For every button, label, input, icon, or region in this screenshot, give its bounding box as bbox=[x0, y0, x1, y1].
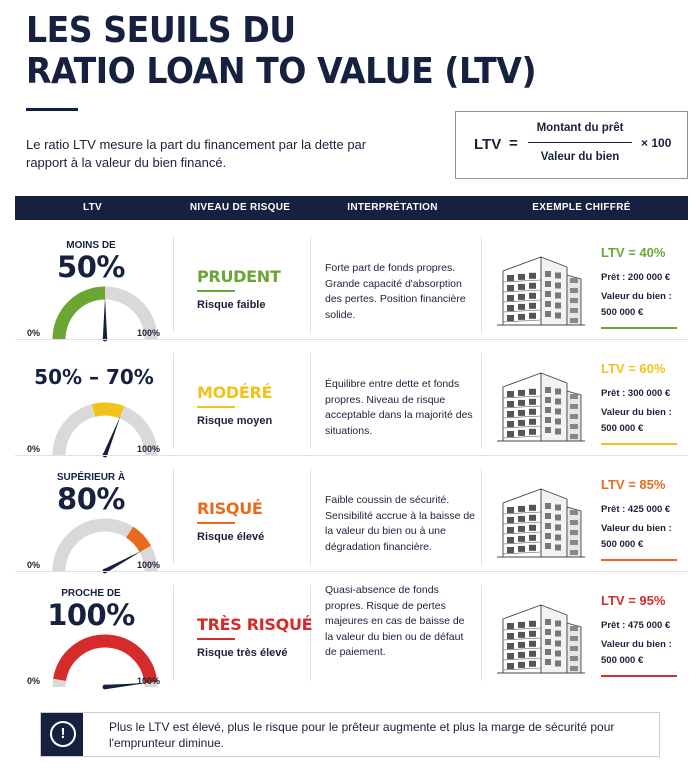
example-loan: Prêt : 425 000 € bbox=[601, 504, 671, 515]
example-value: 500 000 € bbox=[601, 655, 644, 666]
threshold-value: 100% bbox=[47, 598, 135, 632]
example-ltv: LTV = 40% bbox=[601, 245, 666, 260]
gauge-max-label: 100% bbox=[137, 444, 161, 454]
ltv-formula bbox=[455, 111, 688, 179]
formula-lhs: LTV bbox=[474, 136, 502, 153]
gauge-min-label: 0% bbox=[27, 328, 41, 338]
column-separator bbox=[481, 353, 482, 449]
gauge-min-label: 0% bbox=[27, 444, 41, 454]
table-row bbox=[15, 575, 688, 691]
example-loan: Prêt : 300 000 € bbox=[601, 388, 671, 399]
row-separator bbox=[15, 339, 688, 340]
example-ltv: LTV = 85% bbox=[601, 477, 666, 492]
risk-level-title: PRUDENT bbox=[197, 267, 281, 286]
gauge-max-label: 100% bbox=[137, 676, 161, 686]
threshold-value: 50% bbox=[57, 250, 125, 284]
interpretation-text: Forte part de fonds propres. Grande capacité d'absorption des pertes. Position financière solide. bbox=[325, 262, 466, 321]
column-separator bbox=[173, 237, 174, 333]
header-ltv: LTV bbox=[82, 202, 103, 213]
risk-level-underline bbox=[197, 406, 235, 408]
table-header bbox=[15, 196, 688, 220]
risk-level-underline bbox=[197, 638, 235, 640]
threshold-value: 80% bbox=[57, 482, 125, 516]
table-row bbox=[15, 459, 688, 575]
column-separator bbox=[173, 585, 174, 681]
formula-numerator: Montant du prêt bbox=[536, 122, 624, 134]
example-underline bbox=[601, 675, 677, 677]
header-interpretation: INTERPRÉTATION bbox=[347, 202, 438, 213]
example-value: 500 000 € bbox=[601, 423, 644, 434]
gauge-fill bbox=[94, 409, 122, 412]
note-icon-panel bbox=[41, 713, 83, 756]
threshold-caption: SUPÉRIEUR À bbox=[56, 472, 126, 483]
page-title-line-1: LES SEUILS DU bbox=[26, 10, 296, 51]
risk-level-subtitle: Risque faible bbox=[197, 299, 266, 311]
column-separator bbox=[310, 353, 311, 449]
example-value: 500 000 € bbox=[601, 307, 644, 318]
gauge-fill bbox=[59, 293, 105, 339]
gauge-fill bbox=[130, 532, 146, 549]
page-title-line-2: RATIO LOAN TO VALUE (LTV) bbox=[26, 51, 537, 92]
row-separator bbox=[15, 571, 688, 572]
column-separator bbox=[310, 469, 311, 565]
interpretation-text: Quasi-absence de fonds propres. Risque de pertes majeures en cas de baisse de la valeur du bien ou de défaut de paiement. bbox=[325, 584, 465, 658]
formula-fraction-bar bbox=[528, 142, 632, 143]
risk-level-underline bbox=[197, 522, 235, 524]
gauge-needle bbox=[103, 416, 121, 456]
formula-equals: = bbox=[509, 135, 518, 152]
risk-gauge bbox=[33, 633, 163, 701]
row-separator bbox=[15, 455, 688, 456]
column-separator bbox=[173, 353, 174, 449]
gauge-min-label: 0% bbox=[27, 676, 41, 686]
example-ltv: LTV = 60% bbox=[601, 361, 666, 376]
example-underline bbox=[601, 327, 677, 329]
building-icon bbox=[495, 481, 585, 561]
table-row bbox=[15, 343, 688, 459]
example-value: 500 000 € bbox=[601, 539, 644, 550]
title-underline bbox=[26, 108, 78, 111]
formula-denominator: Valeur du bien bbox=[540, 151, 620, 163]
risk-level-subtitle: Risque moyen bbox=[197, 415, 273, 427]
column-separator bbox=[310, 237, 311, 333]
risk-level-title: MODÉRÉ bbox=[197, 383, 273, 402]
risk-level-title: RISQUÉ bbox=[197, 499, 263, 518]
example-underline bbox=[601, 559, 677, 561]
building-icon bbox=[495, 249, 585, 329]
risk-level-subtitle: Risque élevé bbox=[197, 531, 265, 543]
example-ltv: LTV = 95% bbox=[601, 593, 666, 608]
threshold-caption: PROCHE DE bbox=[61, 588, 121, 599]
header-example: EXEMPLE CHIFFRÉ bbox=[532, 202, 631, 213]
interpretation-text: Faible coussin de sécurité. Sensibilité accrue à la baisse de la valeur du bien ou à une dégradation financière. bbox=[325, 494, 476, 553]
note-box bbox=[40, 712, 660, 757]
gauge-min-label: 0% bbox=[27, 560, 41, 570]
table-row bbox=[15, 227, 688, 343]
example-loan: Prêt : 200 000 € bbox=[601, 272, 671, 283]
exclamation-circle-icon: ! bbox=[50, 721, 76, 747]
risk-level-underline bbox=[197, 290, 235, 292]
building-icon bbox=[495, 365, 585, 445]
building-icon bbox=[495, 597, 585, 677]
header-risk-level: NIVEAU DE RISQUE bbox=[189, 202, 291, 213]
column-separator bbox=[481, 585, 482, 681]
example-underline bbox=[601, 443, 677, 445]
example-value-label: Valeur du bien : bbox=[601, 291, 672, 302]
threshold-caption: MOINS DE bbox=[66, 240, 116, 251]
example-value-label: Valeur du bien : bbox=[601, 523, 672, 534]
intro-text: Le ratio LTV mesure la part du financement par la dette par rapport à la valeur du bien financé. bbox=[26, 137, 367, 170]
example-value-label: Valeur du bien : bbox=[601, 639, 672, 650]
interpretation-text: Équilibre entre dette et fonds propres. Niveau de risque acceptable dans la majorité des situations. bbox=[325, 378, 473, 437]
formula-multiplier: × 100 bbox=[641, 136, 672, 150]
gauge-hub bbox=[103, 685, 108, 690]
column-separator bbox=[481, 237, 482, 333]
risk-level-subtitle: Risque très élevé bbox=[197, 647, 288, 659]
column-separator bbox=[173, 469, 174, 565]
page-title bbox=[26, 10, 536, 92]
risk-level-title: TRÈS RISQUÉ bbox=[197, 615, 313, 634]
example-loan: Prêt : 475 000 € bbox=[601, 620, 671, 631]
note-text: Plus le LTV est élevé, plus le risque pour le prêteur augmente et plus la marge de sécurité pour l'emprunteur diminue. bbox=[109, 720, 615, 750]
example-value-label: Valeur du bien : bbox=[601, 407, 672, 418]
column-separator bbox=[481, 469, 482, 565]
threshold-value: 50% – 70% bbox=[34, 365, 154, 389]
gauge-max-label: 100% bbox=[137, 328, 161, 338]
gauge-max-label: 100% bbox=[137, 560, 161, 570]
gauge-needle bbox=[103, 297, 107, 339]
